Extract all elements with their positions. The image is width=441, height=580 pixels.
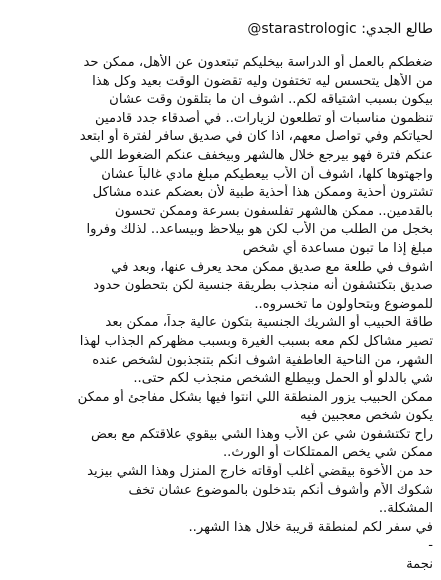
- body-line: للموضوع وبتحاولون ما تخسروه..: [254, 296, 433, 312]
- post-title: طالع الجدي:: [361, 21, 433, 37]
- body-line: يكون شخص معجبين فيه: [299, 408, 433, 424]
- body-line: بيكون بسبب اشتياقه لكم.. اشوف ان ما بتلقون وقت عشان: [109, 92, 433, 108]
- body-line: تشترون أحذية وممكن هذا أحذية طبية لأن بعضكم عنده مشاكل: [92, 185, 433, 201]
- signature-dash: -: [428, 538, 433, 554]
- body-line: ممكن الحبيب يزور المنطقة اللي انتوا فيها بشكل مفاجئ أو ممكن: [77, 389, 433, 405]
- author-handle[interactable]: @starastrologic: [247, 21, 357, 37]
- body-line: لحياتكم وفي تواصل معهم، اذا كان في صديق سافر لفترة أو ابتعد: [79, 129, 433, 145]
- post-body: [6, 54, 433, 575]
- body-line: شي بالدلو أو الحمل وبيطلع الشخص منجذب لكم حتى..: [133, 371, 433, 387]
- post-header: [6, 20, 433, 38]
- body-line: راح تكتشفون شي عن الأب وهذا الشي بيقوي علاقتكم مع بعض: [90, 426, 433, 442]
- body-line: ضغطكم بالعمل أو الدراسة بيخليكم تبتعدون عن الأهل، ممكن حد: [83, 55, 433, 70]
- body-line: مبلغ إذا ما تبون مساعدة أي شخص: [242, 240, 433, 256]
- body-line: في سفر لكم لمنطقة قريبة خلال هذا الشهر..: [188, 519, 433, 535]
- body-line: بخجل من الطلب من الأب لكن هو بيلاحظ وبيساعد.. لذلك وفروا: [86, 222, 433, 238]
- body-line: ممكن شي يخص الممتلكات أو الورث..: [222, 445, 433, 461]
- body-line: طاقة الحبيب أو الشريك الجنسية بتكون عالية جداً، ممكن بعد: [105, 315, 433, 331]
- body-line: تصير مشاكل لكم معه بسبب الغيرة وبسبب مظهركم الجذاب لهذا: [79, 333, 433, 349]
- signature-name: نجمة: [406, 557, 433, 573]
- body-line: اشوف في طلعة مع صديق ممكن محد يعرف عنها، وبعد في: [111, 259, 433, 275]
- body-line: صديق بتكتشفون أنه منجذب بطريقة جنسية لكن بتحطون حدود: [93, 278, 433, 294]
- body-line: شكوك الأم وأشوف أنكم بتدخلون بالموضوع عشان تخف: [128, 482, 433, 498]
- body-line: المشكلة..: [378, 501, 433, 517]
- body-line: من الأهل يتحسس ليه تختفون وليه تقضون الوقت بعيد وكل هذا: [92, 73, 433, 89]
- body-line: تنظمون مناسبات أو تطلعون لزيارات.. في أصدقاء جدد قادمين: [94, 110, 433, 126]
- body-line: واجهتوها كلها، اشوف أن الأب بيعطيكم مبلغ مادي غالباً عشان: [101, 166, 433, 182]
- body-line: بالقدمين.. ممكن هالشهر تفلسفون بسرعة وممكن تحسون: [114, 203, 433, 219]
- body-line: حد من الأخوة بيقضي أغلب أوقاته خارج المنزل وهذا الشي بيزيد: [87, 464, 433, 480]
- body-line: الشهر، من الناحية العاطفية اشوف انكم بتنجذبون لشخص عنده: [92, 352, 433, 368]
- body-line: عنكم فترة فهو بيرجع خلال هالشهر وبيخفف عنكم الضغوط اللي: [89, 147, 433, 163]
